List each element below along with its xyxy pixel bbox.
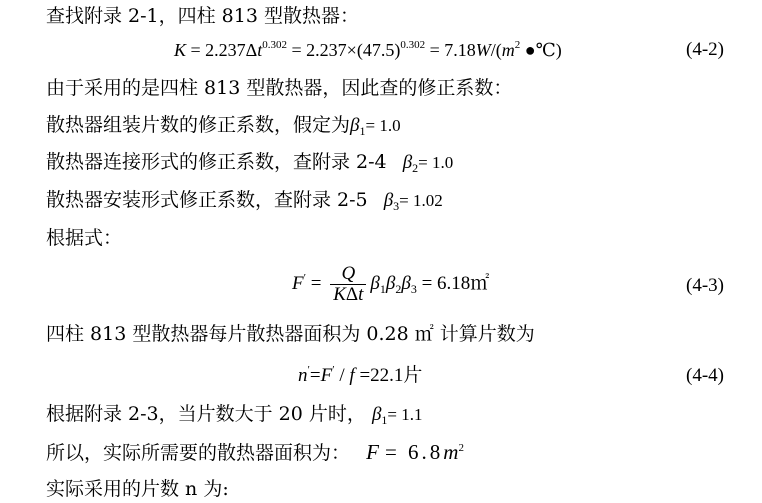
eq43-beta: β xyxy=(401,273,411,294)
eq-symbol-k: K xyxy=(174,40,187,60)
eq43-sub-3: 3 xyxy=(410,282,417,296)
eq43-numerator: Q xyxy=(330,264,366,285)
beta-2-subscript: 2 xyxy=(412,161,419,175)
eq-unit-slash: /( xyxy=(490,40,502,60)
equation-4-3 xyxy=(292,262,489,306)
eq44-result: =22.1片 xyxy=(359,365,423,386)
equation-4-2 xyxy=(174,38,562,62)
eq44-n: n xyxy=(298,365,308,386)
text-line-13: 实际采用的片数 n 为: xyxy=(46,478,229,500)
beta-2-symbol: β xyxy=(402,152,413,173)
eq-unit-exp: 2 xyxy=(514,39,521,51)
beta-1b-symbol: β xyxy=(371,404,382,425)
eq-equals: = xyxy=(190,40,201,60)
eq43-equals: = xyxy=(310,273,322,294)
eq-exponent: 0.302 xyxy=(262,39,288,51)
line-5-text: 散热器连接形式的修正系数，查附录 2-4 xyxy=(46,151,387,173)
text-line-4 xyxy=(46,113,401,138)
text-line-5 xyxy=(46,150,453,175)
text-line-12 xyxy=(46,440,464,465)
eq-exponent: 0.302 xyxy=(400,39,426,51)
eq44-slash: / xyxy=(339,365,345,386)
equation-4-4 xyxy=(298,364,422,388)
eq43-den-k: K xyxy=(333,284,346,306)
eq-temperature-diff: (47.5) xyxy=(356,40,401,60)
area-f-unit-m: m xyxy=(443,440,459,464)
eq43-fraction xyxy=(330,264,366,305)
eq-coefficient: 2.237 xyxy=(306,40,347,60)
eq44-prime: ′ xyxy=(307,364,310,376)
eq-delta: Δ xyxy=(245,40,258,60)
text-line-6 xyxy=(46,188,443,213)
eq-result: 7.18 xyxy=(444,40,476,60)
eq43-den-delta: Δ xyxy=(345,284,359,306)
eq43-sub-1: 1 xyxy=(379,282,386,296)
eq44-equals: = xyxy=(309,365,321,386)
beta-1-symbol: β xyxy=(350,115,360,136)
text-line-1: 查找附录 2-1，四柱 813 型散热器： xyxy=(46,5,359,27)
eq43-result: = 6.18㎡ xyxy=(421,273,490,294)
eq43-beta: β xyxy=(385,273,396,294)
eq-unit-w: W xyxy=(475,40,491,60)
eq-equals: = xyxy=(429,40,440,60)
eq-unit-m: m xyxy=(501,40,515,60)
eq-times: × xyxy=(346,40,357,60)
equation-number-4-2: (4-2) xyxy=(686,39,724,60)
beta-1b-subscript: 1 xyxy=(381,413,388,427)
eq44-f-prime: ′ xyxy=(332,364,335,376)
text-line-9: 四柱 813 型散热器每片散热器面积为 0.28 ㎡ 计算片数为 xyxy=(46,323,535,345)
eq43-beta: β xyxy=(370,273,380,294)
beta-1-subscript: 1 xyxy=(359,124,366,138)
text-line-7: 根据式： xyxy=(46,227,123,249)
line-11-text: 根据附录 2-3，当片数大于 20 片时， xyxy=(46,403,366,425)
area-f-value: = 6.8 xyxy=(384,440,444,464)
eq-unit-celsius: ℃) xyxy=(535,40,562,60)
beta-3-value: = 1.02 xyxy=(399,191,443,210)
eq-equals: = xyxy=(291,40,302,60)
beta-2-value: = 1.0 xyxy=(418,153,454,172)
eq43-prime: ′ xyxy=(303,272,307,284)
beta-1b-value: = 1.1 xyxy=(387,405,423,424)
eq44-f-small: f xyxy=(349,365,355,386)
line-12-text: 所以，实际所需要的散热器面积为： xyxy=(46,442,351,464)
area-f-symbol: F xyxy=(366,440,379,464)
line-6-text: 散热器安装形式修正系数，查附录 2-5 xyxy=(46,189,368,211)
beta-3-subscript: 3 xyxy=(393,199,400,213)
area-f-unit-exp: 2 xyxy=(458,442,464,454)
eq43-den-t: t xyxy=(358,284,364,306)
equation-number-4-3: (4-3) xyxy=(686,275,724,296)
eq43-sub-2: 2 xyxy=(395,282,402,296)
beta-3-symbol: β xyxy=(383,190,394,211)
text-line-11 xyxy=(46,402,423,427)
eq-unit-dot: ● xyxy=(520,40,536,60)
eq43-lhs-f: F xyxy=(292,273,304,294)
eq44-f: F xyxy=(320,365,333,386)
eq-symbol-t: t xyxy=(257,40,263,60)
line-4-text: 散热器组装片数的修正系数，假定为 xyxy=(46,114,351,136)
eq-coefficient: 2.237 xyxy=(205,40,246,60)
text-line-3: 由于采用的是四柱 813 型散热器，因此查的修正系数： xyxy=(46,77,513,99)
equation-number-4-4: (4-4) xyxy=(686,365,724,386)
beta-1-value: = 1.0 xyxy=(365,116,401,135)
